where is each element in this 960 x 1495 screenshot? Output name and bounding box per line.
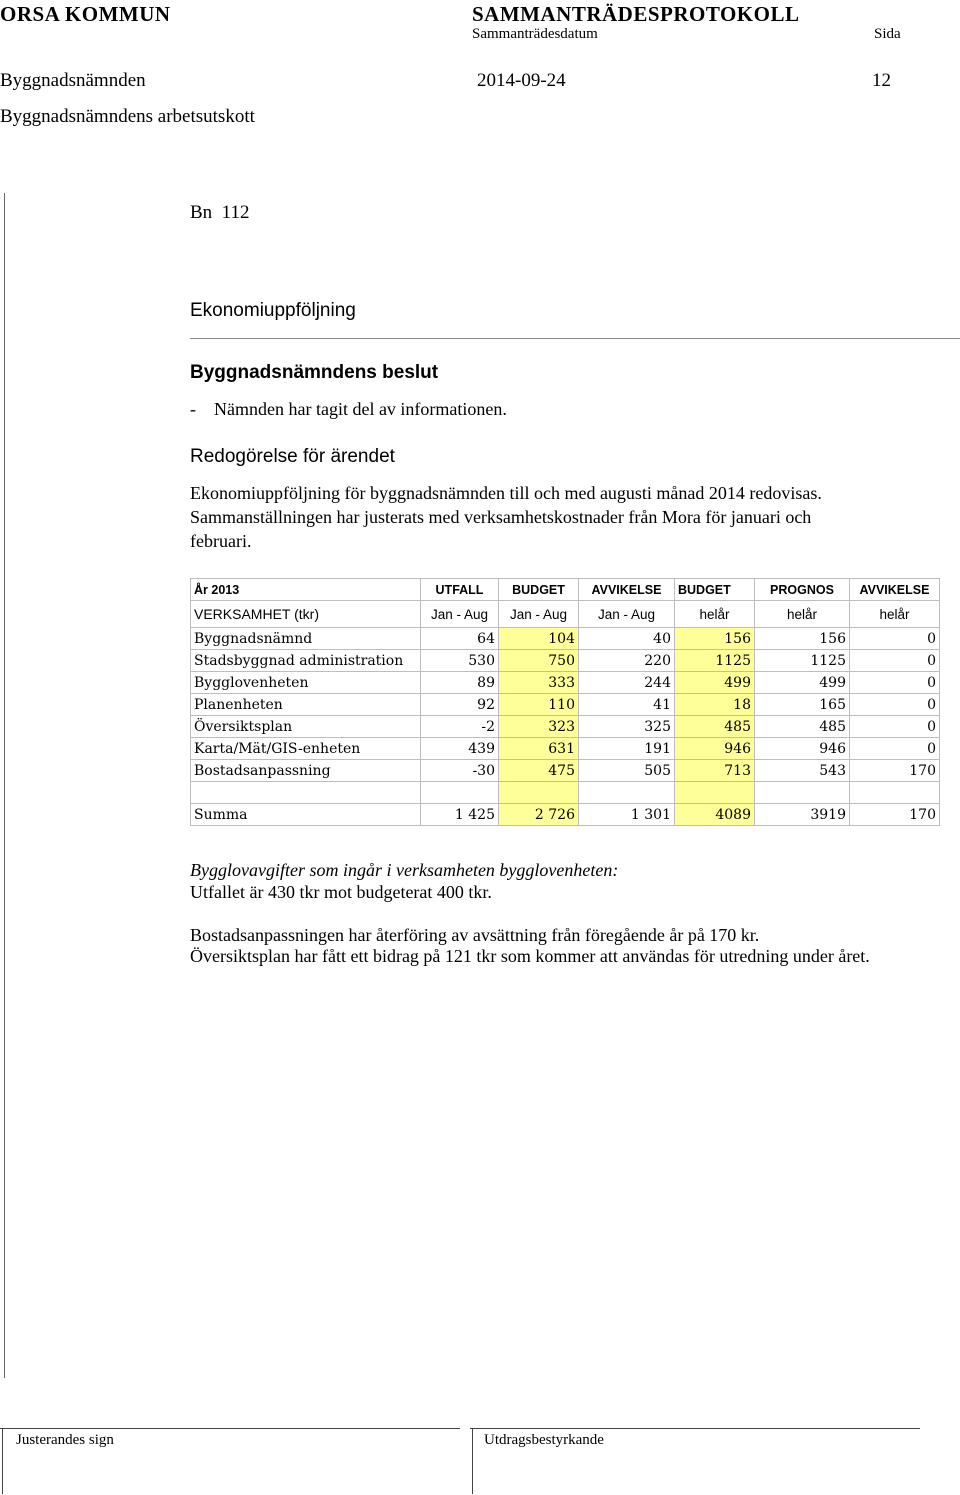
table-cell: 1 301 bbox=[579, 804, 675, 826]
table-cell: 170 bbox=[850, 760, 940, 782]
table-cell: 156 bbox=[755, 628, 850, 650]
table-cell: 92 bbox=[421, 694, 499, 716]
table-cell: 1125 bbox=[675, 650, 755, 672]
table-cell: Byggnadsnämnd bbox=[191, 628, 421, 650]
table-cell: 485 bbox=[675, 716, 755, 738]
table-cell: 499 bbox=[755, 672, 850, 694]
footer-box-edge bbox=[472, 1428, 473, 1494]
table-cell: 631 bbox=[499, 738, 579, 760]
table-cell: 89 bbox=[421, 672, 499, 694]
table-cell: 165 bbox=[755, 694, 850, 716]
table-cell: 499 bbox=[675, 672, 755, 694]
table-cell: 0 bbox=[850, 672, 940, 694]
header-cell: helår bbox=[675, 601, 755, 628]
table-cell: 0 bbox=[850, 650, 940, 672]
decision-item: - Nämnden har tagit del av informationen. bbox=[190, 399, 507, 419]
table-cell: Bygglovenheten bbox=[191, 672, 421, 694]
table-row bbox=[191, 672, 940, 694]
header-cell: PROGNOS bbox=[755, 579, 850, 601]
table-cell: 505 bbox=[579, 760, 675, 782]
table-cell: 750 bbox=[499, 650, 579, 672]
note-line: Bostadsanpassningen har återföring av avsättning från föregående år på 170 kr. bbox=[190, 925, 760, 945]
header-cell: helår bbox=[850, 601, 940, 628]
table-cell: Översiktsplan bbox=[191, 716, 421, 738]
header-cell: UTFALL bbox=[421, 579, 499, 601]
report-line: Ekonomiuppföljning för byggnadsnämnden till och med augusti månad 2014 redovisas. bbox=[190, 483, 822, 503]
subcommittee-name: Byggnadsnämndens arbetsutskott bbox=[0, 106, 255, 127]
header-cell: Jan - Aug bbox=[499, 601, 579, 628]
header-cell: helår bbox=[755, 601, 850, 628]
table-row bbox=[191, 738, 940, 760]
table-cell: 713 bbox=[675, 760, 755, 782]
table-cell: Bostadsanpassning bbox=[191, 760, 421, 782]
organization-name: ORSA KOMMUN bbox=[0, 2, 171, 26]
table-cell: Karta/Mät/GIS-enheten bbox=[191, 738, 421, 760]
table-cell: 170 bbox=[850, 804, 940, 826]
header-cell: Jan - Aug bbox=[421, 601, 499, 628]
meeting-date-label: Sammanträdesdatum bbox=[472, 26, 598, 42]
table-cell: Planenheten bbox=[191, 694, 421, 716]
table-cell: 475 bbox=[499, 760, 579, 782]
table-cell: 530 bbox=[421, 650, 499, 672]
table-cell: 40 bbox=[579, 628, 675, 650]
table-cell: -30 bbox=[421, 760, 499, 782]
table-cell: 325 bbox=[579, 716, 675, 738]
page-label: Sida bbox=[874, 26, 901, 42]
table-cell: 543 bbox=[755, 760, 850, 782]
table-cell: 946 bbox=[755, 738, 850, 760]
report-line: februari. bbox=[190, 531, 252, 551]
section-id: Bn 112 bbox=[190, 202, 250, 223]
report-heading: Redogörelse för ärendet bbox=[190, 446, 395, 467]
table-cell: 244 bbox=[579, 672, 675, 694]
table-cell: 0 bbox=[850, 738, 940, 760]
header-cell: VERKSAMHET (tkr) bbox=[191, 601, 421, 628]
table-cell: 156 bbox=[675, 628, 755, 650]
table-cell: 333 bbox=[499, 672, 579, 694]
table-cell: 2 726 bbox=[499, 804, 579, 826]
table-row bbox=[191, 716, 940, 738]
table-cell: 18 bbox=[675, 694, 755, 716]
table-cell: 220 bbox=[579, 650, 675, 672]
section-divider bbox=[190, 338, 960, 339]
page-number: 12 bbox=[872, 70, 891, 91]
table-cell: 1 425 bbox=[421, 804, 499, 826]
table-cell: 0 bbox=[850, 716, 940, 738]
footer-rule bbox=[470, 1428, 920, 1429]
note-line: Översiktsplan har fått ett bidrag på 121 tkr som kommer att användas för utredning under året. bbox=[190, 946, 870, 966]
table-cell: -2 bbox=[421, 716, 499, 738]
table-cell: 110 bbox=[499, 694, 579, 716]
header-cell: År 2013 bbox=[191, 579, 421, 601]
table-subheader-row bbox=[191, 601, 940, 628]
table-cell: 0 bbox=[850, 628, 940, 650]
table-spacer-row bbox=[191, 782, 940, 804]
table-cell: 104 bbox=[499, 628, 579, 650]
meeting-date: 2014-09-24 bbox=[477, 70, 566, 91]
header-cell: AVVIKELSE bbox=[850, 579, 940, 601]
table-cell: 485 bbox=[755, 716, 850, 738]
table-cell: 191 bbox=[579, 738, 675, 760]
table-cell: 323 bbox=[499, 716, 579, 738]
fee-heading: Bygglovavgifter som ingår i verksamheten bygglovenheten: bbox=[190, 860, 619, 880]
board-name: Byggnadsnämnden bbox=[0, 70, 146, 91]
table-cell: 41 bbox=[579, 694, 675, 716]
margin-rule bbox=[4, 193, 5, 1378]
table-total-row bbox=[191, 804, 940, 826]
budget-table bbox=[190, 578, 940, 826]
signature-label: Justerandes sign bbox=[16, 1432, 114, 1448]
table-row bbox=[191, 760, 940, 782]
fee-text: Utfallet är 430 tkr mot budgeterat 400 tkr. bbox=[190, 882, 492, 902]
header-cell: BUDGET bbox=[675, 579, 755, 601]
footer-box-edge bbox=[2, 1428, 3, 1494]
table-cell: 0 bbox=[850, 694, 940, 716]
table-row bbox=[191, 628, 940, 650]
header-cell: AVVIKELSE bbox=[579, 579, 675, 601]
table-header-row bbox=[191, 579, 940, 601]
header-cell: BUDGET bbox=[499, 579, 579, 601]
footer-rule bbox=[0, 1428, 460, 1429]
document-type: SAMMANTRÄDESPROTOKOLL bbox=[472, 2, 800, 26]
section-title: Ekonomiuppföljning bbox=[190, 300, 356, 321]
table-cell: 1125 bbox=[755, 650, 850, 672]
table-cell: 946 bbox=[675, 738, 755, 760]
table-cell: 64 bbox=[421, 628, 499, 650]
report-line: Sammanställningen har justerats med verksamhetskostnader från Mora för januari och bbox=[190, 507, 812, 527]
table-cell: 3919 bbox=[755, 804, 850, 826]
table-row bbox=[191, 650, 940, 672]
header-cell: Jan - Aug bbox=[579, 601, 675, 628]
table-cell: Stadsbyggnad administration bbox=[191, 650, 421, 672]
extract-label: Utdragsbestyrkande bbox=[484, 1432, 604, 1448]
table-row bbox=[191, 694, 940, 716]
decision-heading: Byggnadsnämndens beslut bbox=[190, 362, 439, 383]
table-cell: Summa bbox=[191, 804, 421, 826]
table-cell: 439 bbox=[421, 738, 499, 760]
table-cell: 4089 bbox=[675, 804, 755, 826]
